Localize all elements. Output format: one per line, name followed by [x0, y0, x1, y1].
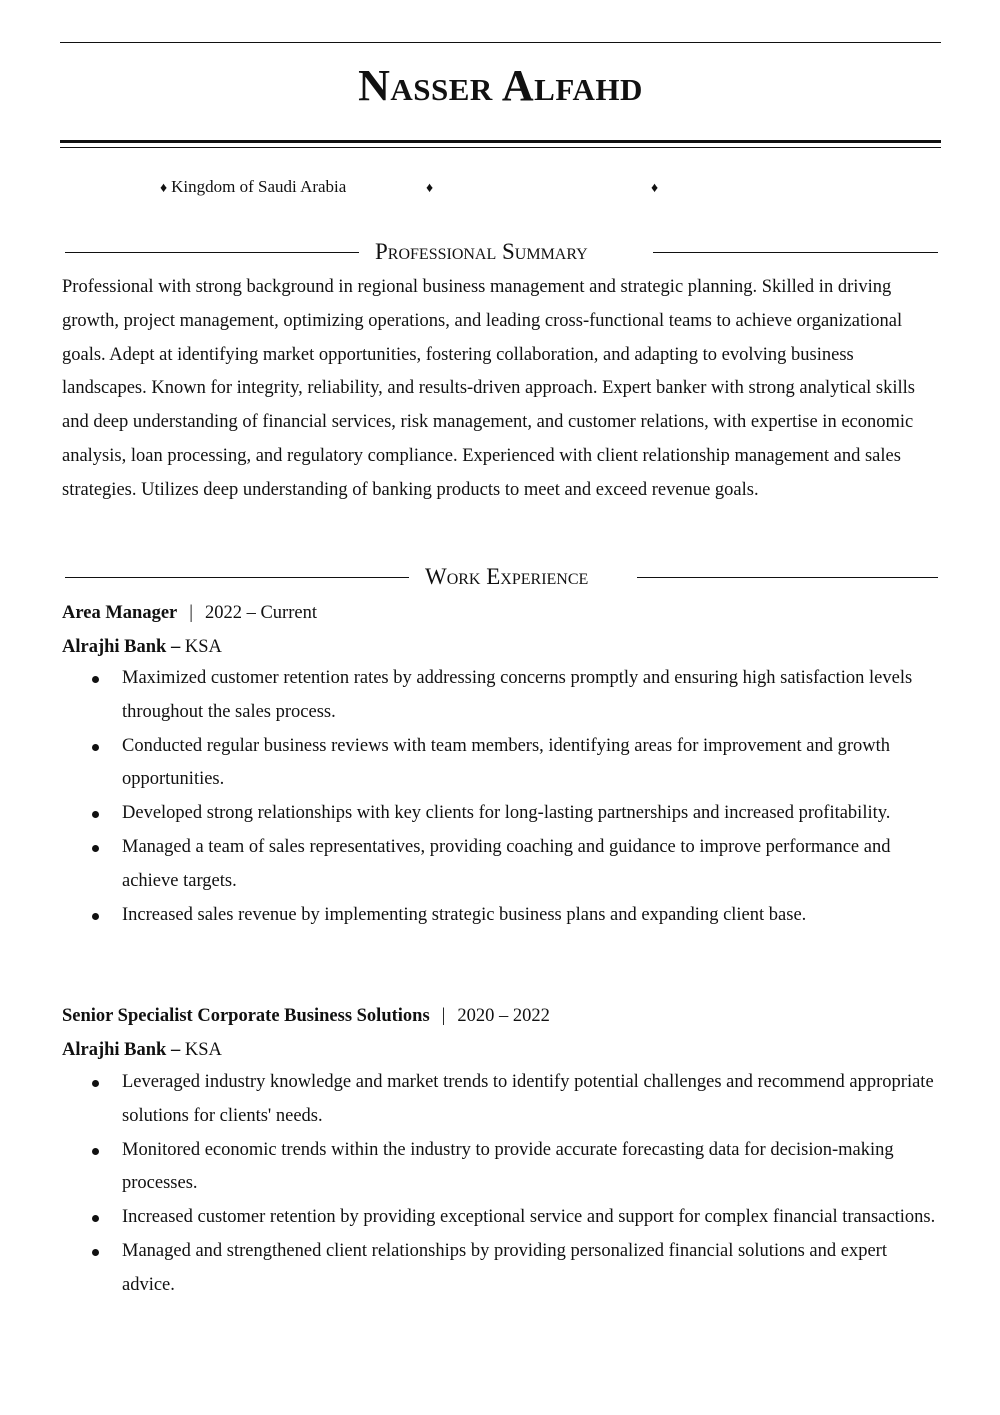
bullet-icon — [92, 744, 99, 751]
list-item — [62, 662, 942, 730]
list-item — [62, 1201, 942, 1235]
diamond-icon: ♦ — [426, 181, 434, 196]
bullet-icon — [92, 1148, 99, 1155]
job-bullets — [62, 662, 942, 932]
bullet-icon — [92, 1080, 99, 1087]
summary-heading — [65, 237, 938, 267]
bullet-text: Conducted regular business reviews with team members, identifying areas for improvement and growth opportunities. — [122, 735, 891, 790]
job-location: KSA — [184, 637, 222, 657]
contact-phone — [651, 176, 662, 200]
job-company: Alrajhi Bank – — [62, 1040, 181, 1060]
job-title-line — [62, 1003, 550, 1029]
bullet-icon — [92, 845, 99, 852]
diamond-icon: ♦ — [160, 181, 168, 196]
bullet-icon — [92, 1215, 99, 1222]
list-item — [62, 1134, 942, 1202]
bullet-text: Increased customer retention by providing exceptional service and support for complex financial transactions. — [122, 1207, 936, 1228]
job-company-line — [62, 1037, 222, 1063]
job-title-line — [62, 600, 317, 626]
job-company-line — [62, 634, 222, 660]
job-bullets — [62, 1066, 942, 1303]
bullet-text: Increased sales revenue by implementing strategic business plans and expanding client base. — [122, 904, 807, 925]
experience-title: Work Experience — [425, 564, 589, 589]
list-item — [62, 1066, 942, 1134]
job-company: Alrajhi Bank – — [62, 637, 181, 657]
job-dates: 2022 – Current — [204, 603, 317, 623]
job-role: Area Manager — [62, 603, 178, 623]
heading-rule-right — [653, 252, 938, 253]
job-separator: | — [189, 603, 193, 623]
candidate-name: Nasser Alfahd — [358, 61, 643, 110]
bullet-text: Managed and strengthened client relationships by providing personalized financial solutions and expert advice. — [122, 1240, 887, 1295]
list-item — [62, 831, 942, 899]
location-text: Kingdom of Saudi Arabia — [171, 177, 347, 196]
list-item — [62, 899, 942, 933]
bullet-text: Developed strong relationships with key clients for long-lasting partnerships and increased profitability. — [122, 803, 891, 824]
list-item — [62, 730, 942, 798]
bullet-icon — [92, 676, 99, 683]
summary-text: Professional with strong background in regional business management and strategic planning. Skilled in driving growth, project management, optimizing operations, and leading cross-functional teams to achieve organizational goals. Adept at identifying market opportunities, fostering collaboration, and adapting to evolving business landscapes. Known for integrity, reliability, and results-driven approach. Expert banker with strong analytical skills and deep understanding of financial services, risk management, and customer relations, with expertise in economic analysis, loan processing, and regulatory compliance. Experienced with client relationship management and sales strategies. Utilizes deep understanding of banking products to meet and exceed revenue goals. — [62, 277, 915, 500]
bullet-text: Maximized customer retention rates by addressing concerns promptly and ensuring high satisfaction levels throughout the sales process. — [122, 668, 913, 722]
name-rule-thick — [60, 140, 941, 143]
contact-location — [160, 176, 346, 200]
bullet-text: Monitored economic trends within the industry to provide accurate forecasting data for decision-making processes. — [122, 1139, 894, 1194]
job-location: KSA — [184, 1040, 222, 1060]
heading-rule-right — [637, 577, 938, 578]
name-rule-thin — [60, 147, 941, 148]
list-item — [62, 797, 942, 831]
diamond-icon: ♦ — [651, 181, 659, 196]
job-dates: 2020 – 2022 — [457, 1006, 550, 1026]
job-role: Senior Specialist Corporate Business Solutions — [62, 1006, 430, 1026]
experience-heading — [65, 562, 938, 592]
bullet-icon — [92, 1249, 99, 1256]
bullet-icon — [92, 811, 99, 818]
bullet-text: Leveraged industry knowledge and market trends to identify potential challenges and recommend appropriate solutions for clients' needs. — [122, 1072, 934, 1126]
bullet-text: Managed a team of sales representatives, providing coaching and guidance to improve performance and achieve targets. — [122, 836, 891, 891]
summary-title: Professional Summary — [375, 239, 588, 264]
heading-rule-left — [65, 252, 359, 253]
bullet-icon — [92, 913, 99, 920]
list-item — [62, 1235, 942, 1303]
top-rule — [60, 42, 941, 43]
contact-email — [426, 176, 437, 200]
heading-rule-left — [65, 577, 409, 578]
job-separator: | — [441, 1006, 446, 1026]
